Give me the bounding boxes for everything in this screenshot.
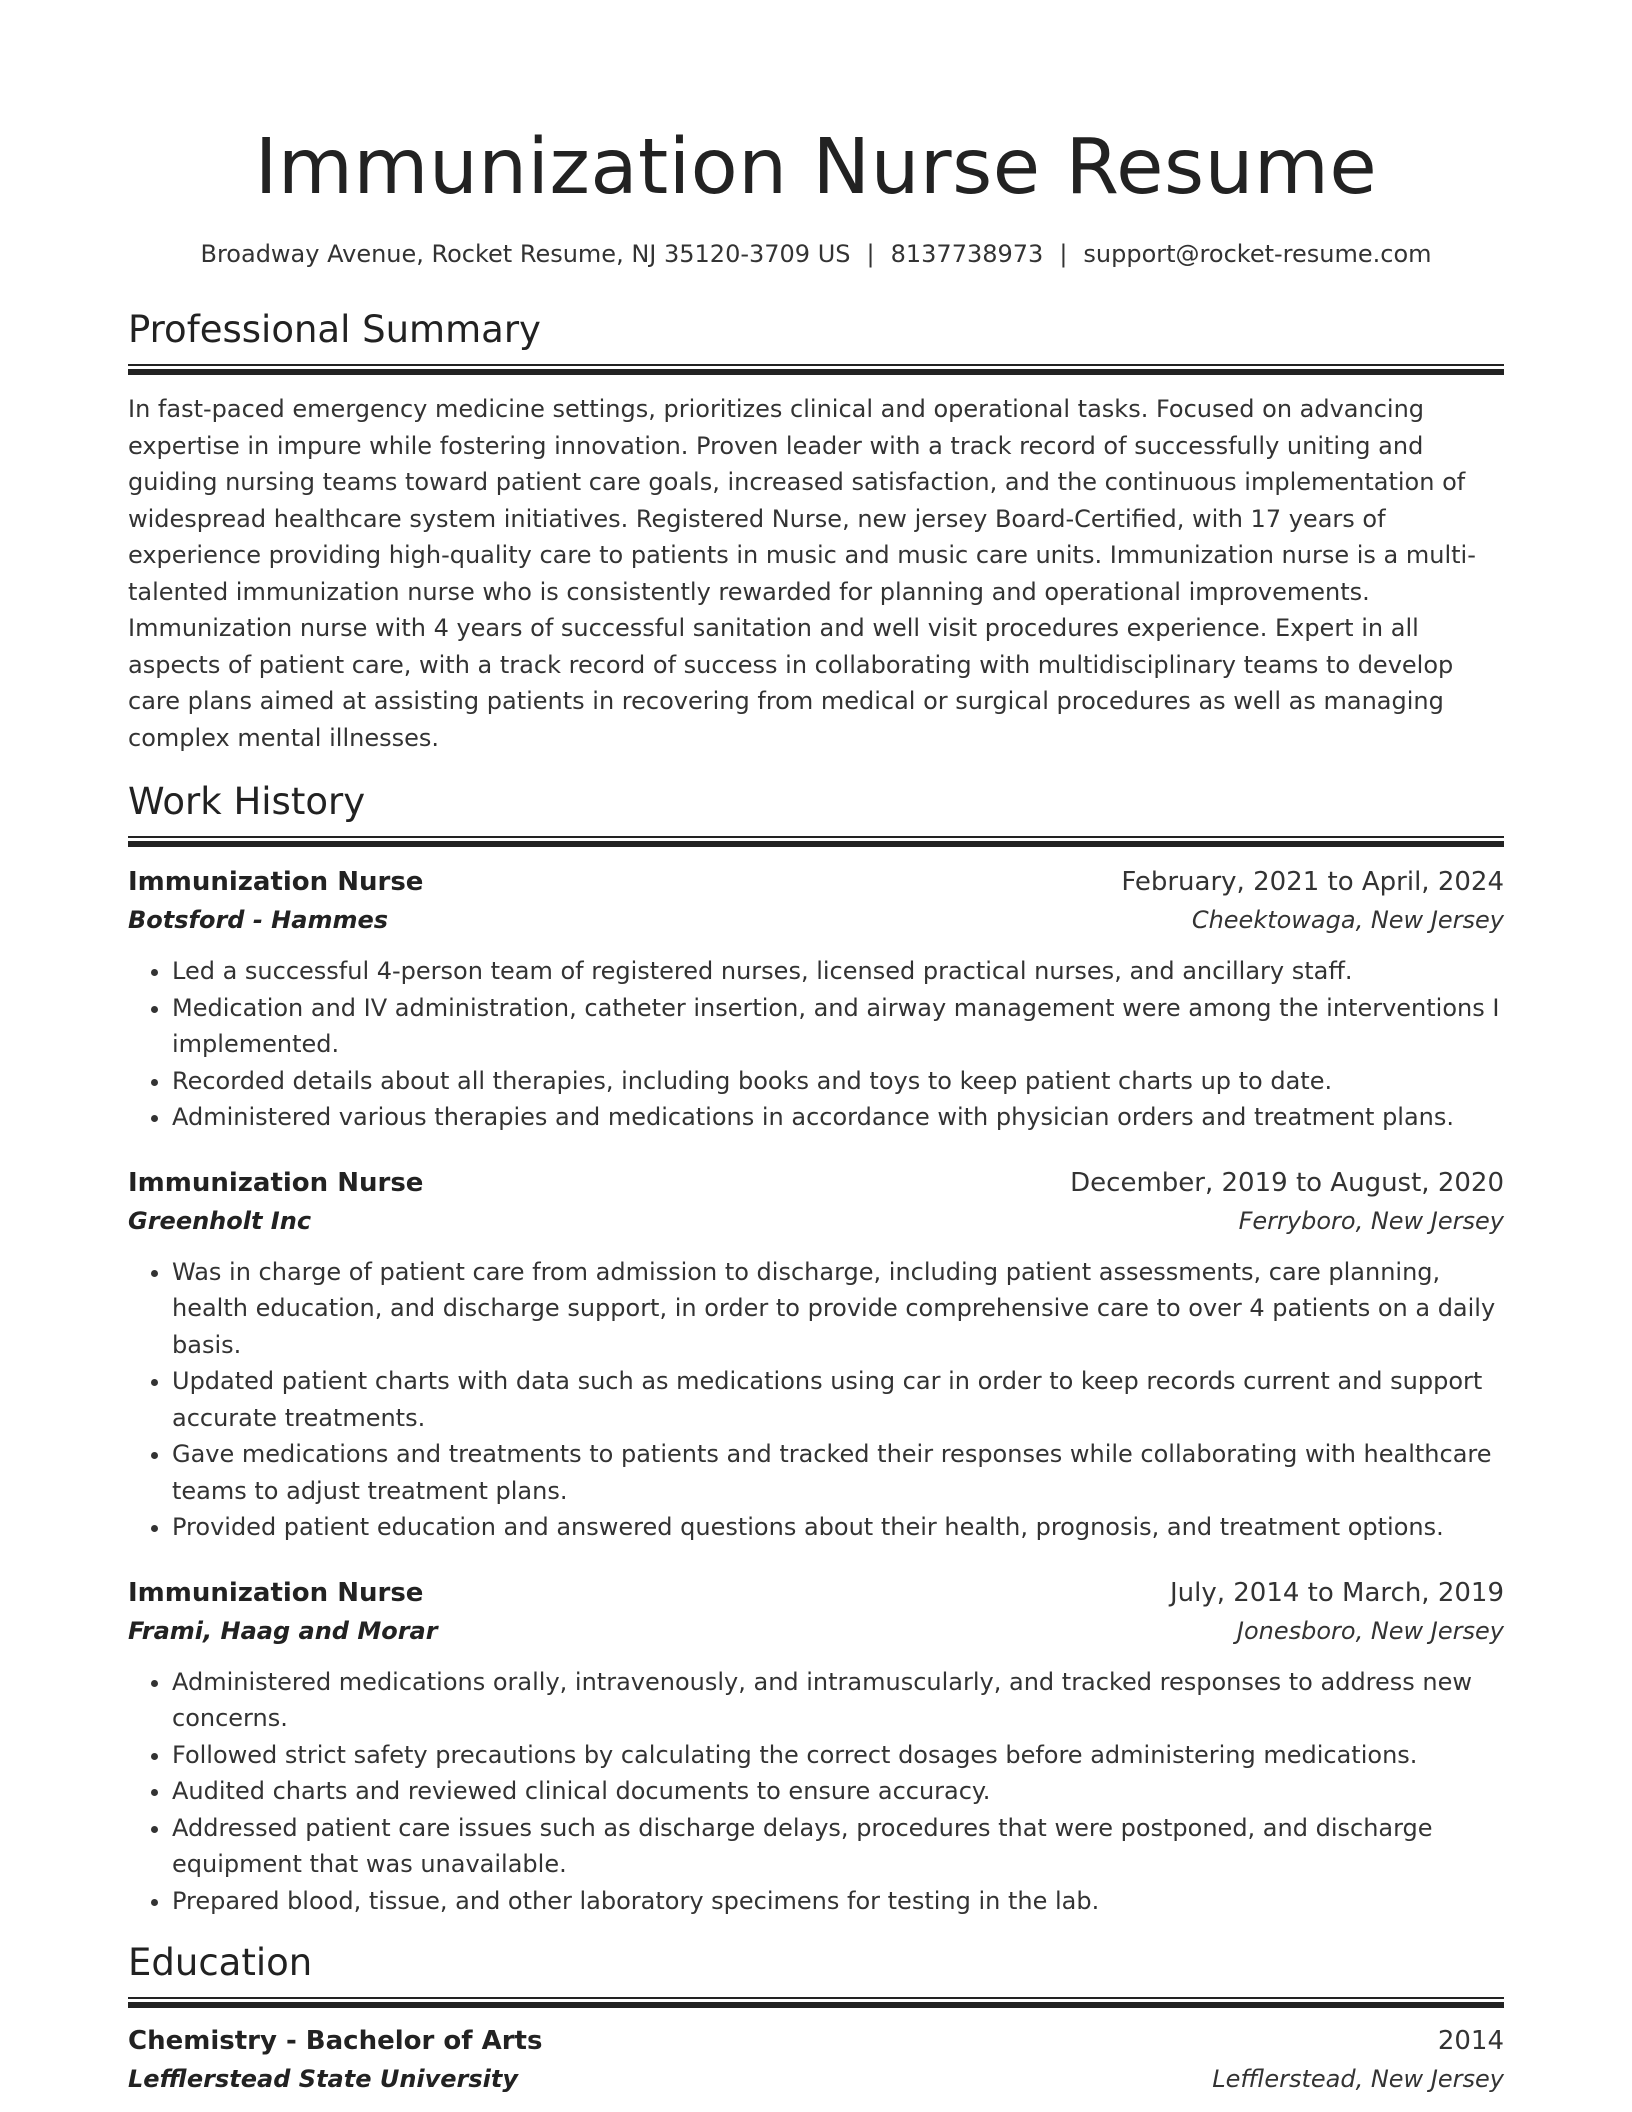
section-divider <box>128 1997 1504 2008</box>
section-heading-education: Education <box>128 1941 313 1984</box>
summary-section <box>128 306 1504 756</box>
job-location: Ferryboro, New Jersey <box>1238 1206 1504 1235</box>
job-bullet: • Followed strict safety precautions by calculating the correct dosages before administering medications. <box>172 1737 1504 1774</box>
section-heading-work: Work History <box>128 780 366 823</box>
education-location: Lefflerstead, New Jersey <box>1212 2065 1504 2093</box>
education-school: Lefflerstead State University <box>128 2065 519 2093</box>
job-bullet: • Prepared blood, tissue, and other laboratory specimens for testing in the lab. <box>172 1883 1504 1920</box>
contact-line <box>128 238 1504 270</box>
job-bullet: • Medication and IV administration, catheter insertion, and airway management were among the interventions I implemented. <box>172 990 1504 1063</box>
job-dates: February, 2021 to April, 2024 <box>1121 867 1504 897</box>
job-bullet: • Led a successful 4-person team of registered nurses, licensed practical nurses, and ancillary staff. <box>172 953 1504 990</box>
education-year: 2014 <box>1437 2026 1504 2056</box>
contact-phone: 8137738973 <box>890 240 1044 268</box>
job-bullet-list <box>128 953 1504 1136</box>
job-bullet: • Updated patient charts with data such as medications using car in order to keep records current and support accurate treatments. <box>172 1363 1504 1436</box>
job-bullet: • Audited charts and reviewed clinical documents to ensure accuracy. <box>172 1773 1504 1810</box>
job-entry <box>128 863 1504 1136</box>
job-bullet: • Provided patient education and answered questions about their health, prognosis, and treatment options. <box>172 1509 1504 1546</box>
job-bullet: • Recorded details about all therapies, including books and toys to keep patient charts up to date. <box>172 1063 1504 1100</box>
contact-email: support@rocket-resume.com <box>1083 240 1432 268</box>
job-company: Frami, Haag and Morar <box>128 1616 438 1645</box>
job-dates: December, 2019 to August, 2020 <box>1070 1167 1504 1198</box>
job-entry <box>128 1164 1504 1546</box>
job-company: Greenholt Inc <box>128 1206 312 1235</box>
work-history-section <box>128 778 1504 1919</box>
job-bullet-list <box>128 1254 1504 1546</box>
job-bullet: • Administered various therapies and medications in accordance with physician orders and treatment plans. <box>172 1099 1504 1136</box>
section-divider <box>128 364 1504 375</box>
job-bullet: • Administered medications orally, intravenously, and intramuscularly, and tracked responses to address new concerns. <box>172 1664 1504 1737</box>
job-company: Botsford - Hammes <box>128 906 389 934</box>
education-entry <box>128 2022 1504 2098</box>
job-entry <box>128 1574 1504 1920</box>
job-bullet-list <box>128 1664 1504 1920</box>
resume-title: Immunization Nurse Resume <box>254 123 1378 212</box>
job-title: Immunization Nurse <box>128 867 424 897</box>
job-location: Cheektowaga, New Jersey <box>1191 906 1504 934</box>
contact-separator: | <box>866 240 875 268</box>
job-bullet: • Gave medications and treatments to patients and tracked their responses while collaborating with healthcare teams to adjust treatment plans. <box>172 1436 1504 1509</box>
contact-address: Broadway Avenue, Rocket Resume, NJ 35120-3709 US <box>200 240 851 268</box>
job-bullet: • Was in charge of patient care from admission to discharge, including patient assessments, care planning, health education, and discharge support, in order to provide comprehensive care to over 4 patients on a daily basis. <box>172 1254 1504 1364</box>
job-dates: July, 2014 to March, 2019 <box>1169 1577 1504 1608</box>
job-title: Immunization Nurse <box>128 1577 424 1608</box>
job-location: Jonesboro, New Jersey <box>1236 1616 1504 1645</box>
section-divider <box>128 836 1504 847</box>
job-title: Immunization Nurse <box>128 1167 424 1198</box>
summary-text: In fast-paced emergency medicine settings, prioritizes clinical and operational tasks. Focused on advancing expertise in impure while fostering innovation. Proven leader with a track record of successfully uniting and guiding nursing teams toward patient care goals, increased satisfaction, and the continuous implementation of widespread healthcare system initiatives. Registered Nurse, new jersey Board-Certified, with 17 years of experience providing high-quality care to patients in music and music care units. Immunization nurse is a multi-talented immunization nurse who is consistently rewarded for planning and operational improvements. Immunization nurse with 4 years of successful sanitation and well visit procedures experience. Expert in all aspects of patient care, with a track record of success in collaborating with multidisciplinary teams to develop care plans aimed at assisting patients in recovering from medical or surgical procedures as well as managing complex mental illnesses. <box>128 395 1476 752</box>
contact-separator: | <box>1059 240 1068 268</box>
education-degree: Chemistry - Bachelor of Arts <box>128 2026 543 2056</box>
job-bullet: • Addressed patient care issues such as discharge delays, procedures that were postponed, and discharge equipment that was unavailable. <box>172 1810 1504 1883</box>
section-heading-summary: Professional Summary <box>128 308 541 351</box>
education-section <box>128 1939 1504 2098</box>
